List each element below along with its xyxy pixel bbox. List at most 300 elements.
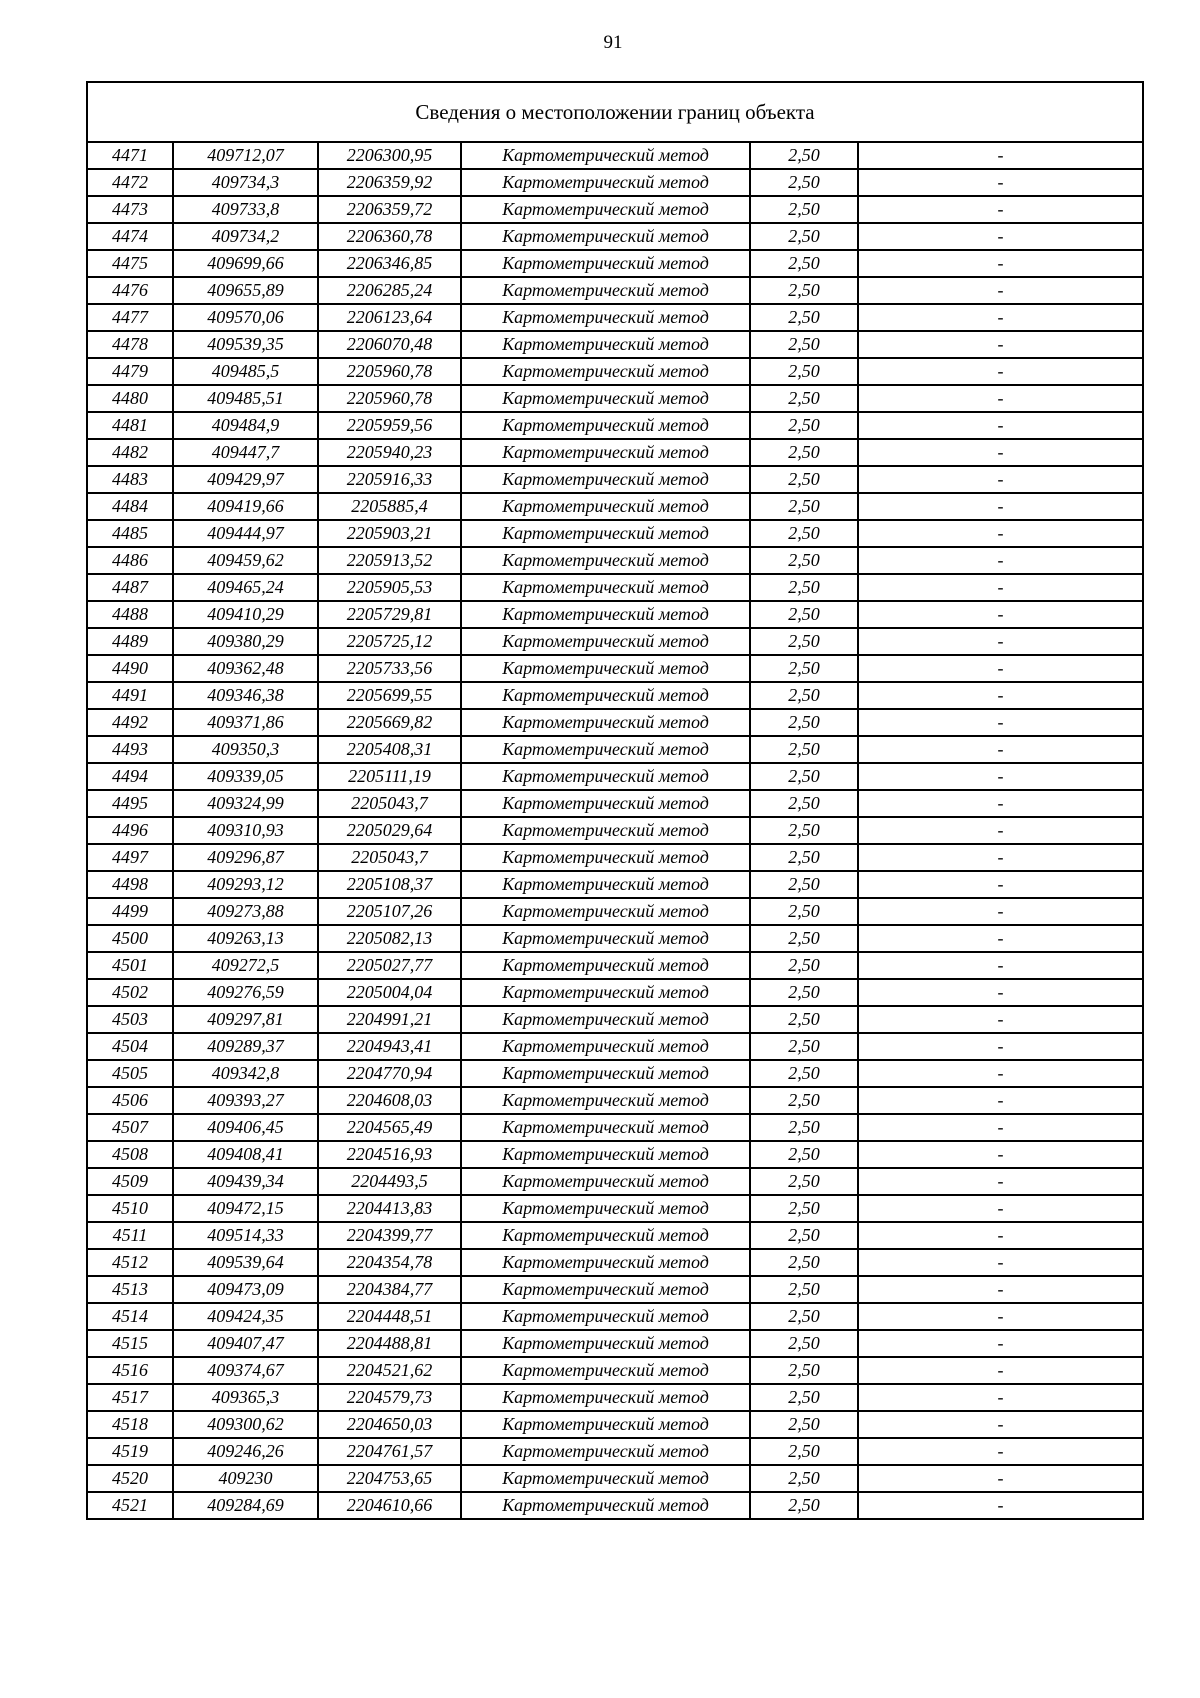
table-row (87, 466, 1143, 493)
description-cell: - (858, 1384, 1143, 1411)
x-coordinate-cell: 409472,15 (173, 1195, 318, 1222)
description-cell: - (858, 385, 1143, 412)
accuracy-cell: 2,50 (750, 169, 858, 196)
table-row (87, 925, 1143, 952)
x-coordinate-cell: 409339,05 (173, 763, 318, 790)
y-coordinate-cell: 2204753,65 (318, 1465, 461, 1492)
table-row (87, 385, 1143, 412)
y-coordinate-cell: 2205733,56 (318, 655, 461, 682)
x-coordinate-cell: 409408,41 (173, 1141, 318, 1168)
description-cell: - (858, 358, 1143, 385)
accuracy-cell: 2,50 (750, 736, 858, 763)
y-coordinate-cell: 2205107,26 (318, 898, 461, 925)
description-cell: - (858, 1168, 1143, 1195)
method-cell: Картометрический метод (461, 1384, 750, 1411)
x-coordinate-cell: 409712,07 (173, 142, 318, 169)
x-coordinate-cell: 409246,26 (173, 1438, 318, 1465)
y-coordinate-cell: 2205029,64 (318, 817, 461, 844)
point-number-cell: 4515 (87, 1330, 173, 1357)
accuracy-cell: 2,50 (750, 763, 858, 790)
y-coordinate-cell: 2205043,7 (318, 844, 461, 871)
point-number-cell: 4498 (87, 871, 173, 898)
table-row (87, 169, 1143, 196)
table-row (87, 223, 1143, 250)
accuracy-cell: 2,50 (750, 1060, 858, 1087)
y-coordinate-cell: 2204650,03 (318, 1411, 461, 1438)
y-coordinate-cell: 2205959,56 (318, 412, 461, 439)
point-number-cell: 4478 (87, 331, 173, 358)
accuracy-cell: 2,50 (750, 1357, 858, 1384)
point-number-cell: 4503 (87, 1006, 173, 1033)
accuracy-cell: 2,50 (750, 1249, 858, 1276)
method-cell: Картометрический метод (461, 1141, 750, 1168)
method-cell: Картометрический метод (461, 1060, 750, 1087)
y-coordinate-cell: 2204761,57 (318, 1438, 461, 1465)
description-cell: - (858, 952, 1143, 979)
method-cell: Картометрический метод (461, 574, 750, 601)
y-coordinate-cell: 2204608,03 (318, 1087, 461, 1114)
y-coordinate-cell: 2204399,77 (318, 1222, 461, 1249)
description-cell: - (858, 412, 1143, 439)
method-cell: Картометрический метод (461, 736, 750, 763)
description-cell: - (858, 925, 1143, 952)
x-coordinate-cell: 409324,99 (173, 790, 318, 817)
x-coordinate-cell: 409342,8 (173, 1060, 318, 1087)
x-coordinate-cell: 409300,62 (173, 1411, 318, 1438)
method-cell: Картометрический метод (461, 1168, 750, 1195)
accuracy-cell: 2,50 (750, 412, 858, 439)
description-cell: - (858, 871, 1143, 898)
point-number-cell: 4514 (87, 1303, 173, 1330)
description-cell: - (858, 1303, 1143, 1330)
y-coordinate-cell: 2205408,31 (318, 736, 461, 763)
table-row (87, 1222, 1143, 1249)
y-coordinate-cell: 2206123,64 (318, 304, 461, 331)
description-cell: - (858, 601, 1143, 628)
description-cell: - (858, 250, 1143, 277)
y-coordinate-cell: 2204413,83 (318, 1195, 461, 1222)
accuracy-cell: 2,50 (750, 628, 858, 655)
method-cell: Картометрический метод (461, 925, 750, 952)
x-coordinate-cell: 409346,38 (173, 682, 318, 709)
table-row (87, 358, 1143, 385)
accuracy-cell: 2,50 (750, 574, 858, 601)
point-number-cell: 4493 (87, 736, 173, 763)
x-coordinate-cell: 409284,69 (173, 1492, 318, 1519)
method-cell: Картометрический метод (461, 304, 750, 331)
description-cell: - (858, 142, 1143, 169)
method-cell: Картометрический метод (461, 277, 750, 304)
accuracy-cell: 2,50 (750, 1465, 858, 1492)
accuracy-cell: 2,50 (750, 1087, 858, 1114)
x-coordinate-cell: 409485,5 (173, 358, 318, 385)
point-number-cell: 4477 (87, 304, 173, 331)
method-cell: Картометрический метод (461, 628, 750, 655)
table-row (87, 682, 1143, 709)
x-coordinate-cell: 409380,29 (173, 628, 318, 655)
description-cell: - (858, 466, 1143, 493)
accuracy-cell: 2,50 (750, 844, 858, 871)
point-number-cell: 4500 (87, 925, 173, 952)
method-cell: Картометрический метод (461, 1249, 750, 1276)
method-cell: Картометрический метод (461, 1438, 750, 1465)
table-row (87, 1195, 1143, 1222)
description-cell: - (858, 709, 1143, 736)
table-row (87, 250, 1143, 277)
y-coordinate-cell: 2205885,4 (318, 493, 461, 520)
x-coordinate-cell: 409424,35 (173, 1303, 318, 1330)
method-cell: Картометрический метод (461, 979, 750, 1006)
description-cell: - (858, 1222, 1143, 1249)
method-cell: Картометрический метод (461, 682, 750, 709)
accuracy-cell: 2,50 (750, 1384, 858, 1411)
method-cell: Картометрический метод (461, 1465, 750, 1492)
y-coordinate-cell: 2206359,92 (318, 169, 461, 196)
method-cell: Картометрический метод (461, 1330, 750, 1357)
accuracy-cell: 2,50 (750, 1168, 858, 1195)
table-row (87, 1168, 1143, 1195)
description-cell: - (858, 1465, 1143, 1492)
description-cell: - (858, 628, 1143, 655)
point-number-cell: 4502 (87, 979, 173, 1006)
x-coordinate-cell: 409297,81 (173, 1006, 318, 1033)
point-number-cell: 4491 (87, 682, 173, 709)
y-coordinate-cell: 2205082,13 (318, 925, 461, 952)
accuracy-cell: 2,50 (750, 439, 858, 466)
y-coordinate-cell: 2206360,78 (318, 223, 461, 250)
point-number-cell: 4476 (87, 277, 173, 304)
method-cell: Картометрический метод (461, 1222, 750, 1249)
x-coordinate-cell: 409485,51 (173, 385, 318, 412)
table-row (87, 871, 1143, 898)
accuracy-cell: 2,50 (750, 250, 858, 277)
accuracy-cell: 2,50 (750, 871, 858, 898)
description-cell: - (858, 1006, 1143, 1033)
table-row (87, 1249, 1143, 1276)
x-coordinate-cell: 409310,93 (173, 817, 318, 844)
table-row (87, 547, 1143, 574)
y-coordinate-cell: 2204521,62 (318, 1357, 461, 1384)
table-row (87, 1060, 1143, 1087)
y-coordinate-cell: 2204516,93 (318, 1141, 461, 1168)
accuracy-cell: 2,50 (750, 790, 858, 817)
point-number-cell: 4520 (87, 1465, 173, 1492)
method-cell: Картометрический метод (461, 1276, 750, 1303)
method-cell: Картометрический метод (461, 142, 750, 169)
method-cell: Картометрический метод (461, 331, 750, 358)
description-cell: - (858, 169, 1143, 196)
table-row (87, 898, 1143, 925)
description-cell: - (858, 1087, 1143, 1114)
point-number-cell: 4521 (87, 1492, 173, 1519)
accuracy-cell: 2,50 (750, 1411, 858, 1438)
table-row (87, 142, 1143, 169)
x-coordinate-cell: 409289,37 (173, 1033, 318, 1060)
y-coordinate-cell: 2204354,78 (318, 1249, 461, 1276)
method-cell: Картометрический метод (461, 466, 750, 493)
x-coordinate-cell: 409539,64 (173, 1249, 318, 1276)
point-number-cell: 4496 (87, 817, 173, 844)
table-row (87, 1465, 1143, 1492)
table-row (87, 1384, 1143, 1411)
x-coordinate-cell: 409296,87 (173, 844, 318, 871)
accuracy-cell: 2,50 (750, 1330, 858, 1357)
method-cell: Картометрический метод (461, 1357, 750, 1384)
table-row (87, 1357, 1143, 1384)
point-number-cell: 4509 (87, 1168, 173, 1195)
point-number-cell: 4483 (87, 466, 173, 493)
accuracy-cell: 2,50 (750, 196, 858, 223)
table-row (87, 1330, 1143, 1357)
description-cell: - (858, 817, 1143, 844)
point-number-cell: 4490 (87, 655, 173, 682)
y-coordinate-cell: 2204448,51 (318, 1303, 461, 1330)
accuracy-cell: 2,50 (750, 223, 858, 250)
method-cell: Картометрический метод (461, 250, 750, 277)
method-cell: Картометрический метод (461, 898, 750, 925)
description-cell: - (858, 1249, 1143, 1276)
accuracy-cell: 2,50 (750, 466, 858, 493)
description-cell: - (858, 493, 1143, 520)
method-cell: Картометрический метод (461, 1411, 750, 1438)
y-coordinate-cell: 2204943,41 (318, 1033, 461, 1060)
method-cell: Картометрический метод (461, 1006, 750, 1033)
description-cell: - (858, 736, 1143, 763)
y-coordinate-cell: 2206070,48 (318, 331, 461, 358)
point-number-cell: 4480 (87, 385, 173, 412)
y-coordinate-cell: 2204610,66 (318, 1492, 461, 1519)
table-title: Сведения о местоположении границ объекта (87, 82, 1143, 142)
method-cell: Картометрический метод (461, 817, 750, 844)
x-coordinate-cell: 409407,47 (173, 1330, 318, 1357)
y-coordinate-cell: 2205725,12 (318, 628, 461, 655)
table-row (87, 1033, 1143, 1060)
table-row (87, 979, 1143, 1006)
method-cell: Картометрический метод (461, 493, 750, 520)
x-coordinate-cell: 409429,97 (173, 466, 318, 493)
y-coordinate-cell: 2205916,33 (318, 466, 461, 493)
point-number-cell: 4492 (87, 709, 173, 736)
table-row (87, 655, 1143, 682)
method-cell: Картометрический метод (461, 763, 750, 790)
x-coordinate-cell: 409447,7 (173, 439, 318, 466)
y-coordinate-cell: 2205108,37 (318, 871, 461, 898)
point-number-cell: 4489 (87, 628, 173, 655)
accuracy-cell: 2,50 (750, 1438, 858, 1465)
method-cell: Картометрический метод (461, 709, 750, 736)
description-cell: - (858, 790, 1143, 817)
accuracy-cell: 2,50 (750, 1276, 858, 1303)
table-row (87, 628, 1143, 655)
description-cell: - (858, 1438, 1143, 1465)
description-cell: - (858, 304, 1143, 331)
table-row (87, 520, 1143, 547)
x-coordinate-cell: 409410,29 (173, 601, 318, 628)
point-number-cell: 4512 (87, 1249, 173, 1276)
x-coordinate-cell: 409263,13 (173, 925, 318, 952)
point-number-cell: 4471 (87, 142, 173, 169)
description-cell: - (858, 223, 1143, 250)
method-cell: Картометрический метод (461, 169, 750, 196)
accuracy-cell: 2,50 (750, 1222, 858, 1249)
table-row (87, 439, 1143, 466)
description-cell: - (858, 1114, 1143, 1141)
x-coordinate-cell: 409362,48 (173, 655, 318, 682)
table-row (87, 304, 1143, 331)
point-number-cell: 4511 (87, 1222, 173, 1249)
accuracy-cell: 2,50 (750, 1033, 858, 1060)
accuracy-cell: 2,50 (750, 1492, 858, 1519)
table-title-row (87, 82, 1143, 142)
point-number-cell: 4479 (87, 358, 173, 385)
description-cell: - (858, 331, 1143, 358)
accuracy-cell: 2,50 (750, 304, 858, 331)
accuracy-cell: 2,50 (750, 682, 858, 709)
accuracy-cell: 2,50 (750, 493, 858, 520)
table-row (87, 763, 1143, 790)
point-number-cell: 4486 (87, 547, 173, 574)
point-number-cell: 4499 (87, 898, 173, 925)
point-number-cell: 4501 (87, 952, 173, 979)
description-cell: - (858, 520, 1143, 547)
method-cell: Картометрический метод (461, 439, 750, 466)
accuracy-cell: 2,50 (750, 358, 858, 385)
accuracy-cell: 2,50 (750, 331, 858, 358)
accuracy-cell: 2,50 (750, 547, 858, 574)
point-number-cell: 4518 (87, 1411, 173, 1438)
table-row (87, 412, 1143, 439)
accuracy-cell: 2,50 (750, 898, 858, 925)
y-coordinate-cell: 2206359,72 (318, 196, 461, 223)
table-row (87, 1114, 1143, 1141)
accuracy-cell: 2,50 (750, 1303, 858, 1330)
y-coordinate-cell: 2205905,53 (318, 574, 461, 601)
table-row (87, 790, 1143, 817)
table-row (87, 1411, 1143, 1438)
y-coordinate-cell: 2205913,52 (318, 547, 461, 574)
accuracy-cell: 2,50 (750, 952, 858, 979)
table-row (87, 709, 1143, 736)
table-row (87, 1006, 1143, 1033)
description-cell: - (858, 763, 1143, 790)
description-cell: - (858, 682, 1143, 709)
y-coordinate-cell: 2204384,77 (318, 1276, 461, 1303)
x-coordinate-cell: 409444,97 (173, 520, 318, 547)
x-coordinate-cell: 409570,06 (173, 304, 318, 331)
description-cell: - (858, 1060, 1143, 1087)
accuracy-cell: 2,50 (750, 277, 858, 304)
description-cell: - (858, 655, 1143, 682)
x-coordinate-cell: 409439,34 (173, 1168, 318, 1195)
point-number-cell: 4507 (87, 1114, 173, 1141)
accuracy-cell: 2,50 (750, 1141, 858, 1168)
description-cell: - (858, 196, 1143, 223)
table-row (87, 817, 1143, 844)
accuracy-cell: 2,50 (750, 1006, 858, 1033)
point-number-cell: 4487 (87, 574, 173, 601)
point-number-cell: 4494 (87, 763, 173, 790)
x-coordinate-cell: 409655,89 (173, 277, 318, 304)
accuracy-cell: 2,50 (750, 925, 858, 952)
y-coordinate-cell: 2205903,21 (318, 520, 461, 547)
description-cell: - (858, 277, 1143, 304)
accuracy-cell: 2,50 (750, 817, 858, 844)
description-cell: - (858, 1357, 1143, 1384)
description-cell: - (858, 1195, 1143, 1222)
method-cell: Картометрический метод (461, 844, 750, 871)
description-cell: - (858, 898, 1143, 925)
method-cell: Картометрический метод (461, 952, 750, 979)
table-row (87, 1492, 1143, 1519)
x-coordinate-cell: 409276,59 (173, 979, 318, 1006)
description-cell: - (858, 1492, 1143, 1519)
accuracy-cell: 2,50 (750, 709, 858, 736)
description-cell: - (858, 574, 1143, 601)
point-number-cell: 4519 (87, 1438, 173, 1465)
x-coordinate-cell: 409365,3 (173, 1384, 318, 1411)
point-number-cell: 4506 (87, 1087, 173, 1114)
method-cell: Картометрический метод (461, 1114, 750, 1141)
y-coordinate-cell: 2205111,19 (318, 763, 461, 790)
x-coordinate-cell: 409459,62 (173, 547, 318, 574)
x-coordinate-cell: 409374,67 (173, 1357, 318, 1384)
method-cell: Картометрический метод (461, 358, 750, 385)
table-row (87, 196, 1143, 223)
accuracy-cell: 2,50 (750, 979, 858, 1006)
description-cell: - (858, 1033, 1143, 1060)
x-coordinate-cell: 409539,35 (173, 331, 318, 358)
y-coordinate-cell: 2205669,82 (318, 709, 461, 736)
y-coordinate-cell: 2204488,81 (318, 1330, 461, 1357)
x-coordinate-cell: 409371,86 (173, 709, 318, 736)
point-number-cell: 4482 (87, 439, 173, 466)
x-coordinate-cell: 409473,09 (173, 1276, 318, 1303)
accuracy-cell: 2,50 (750, 655, 858, 682)
table-row (87, 1303, 1143, 1330)
method-cell: Картометрический метод (461, 790, 750, 817)
method-cell: Картометрический метод (461, 385, 750, 412)
x-coordinate-cell: 409350,3 (173, 736, 318, 763)
table-row (87, 952, 1143, 979)
accuracy-cell: 2,50 (750, 1114, 858, 1141)
boundary-coordinates-table (86, 81, 1144, 1520)
description-cell: - (858, 844, 1143, 871)
description-cell: - (858, 439, 1143, 466)
point-number-cell: 4504 (87, 1033, 173, 1060)
method-cell: Картометрический метод (461, 1087, 750, 1114)
x-coordinate-cell: 409293,12 (173, 871, 318, 898)
point-number-cell: 4488 (87, 601, 173, 628)
table-row (87, 1276, 1143, 1303)
x-coordinate-cell: 409272,5 (173, 952, 318, 979)
table-row (87, 574, 1143, 601)
point-number-cell: 4472 (87, 169, 173, 196)
table-row (87, 493, 1143, 520)
point-number-cell: 4510 (87, 1195, 173, 1222)
y-coordinate-cell: 2205027,77 (318, 952, 461, 979)
point-number-cell: 4508 (87, 1141, 173, 1168)
method-cell: Картометрический метод (461, 520, 750, 547)
table-row (87, 331, 1143, 358)
y-coordinate-cell: 2205729,81 (318, 601, 461, 628)
table-row (87, 1438, 1143, 1465)
y-coordinate-cell: 2205699,55 (318, 682, 461, 709)
x-coordinate-cell: 409406,45 (173, 1114, 318, 1141)
table-row (87, 277, 1143, 304)
y-coordinate-cell: 2204770,94 (318, 1060, 461, 1087)
y-coordinate-cell: 2204565,49 (318, 1114, 461, 1141)
point-number-cell: 4473 (87, 196, 173, 223)
